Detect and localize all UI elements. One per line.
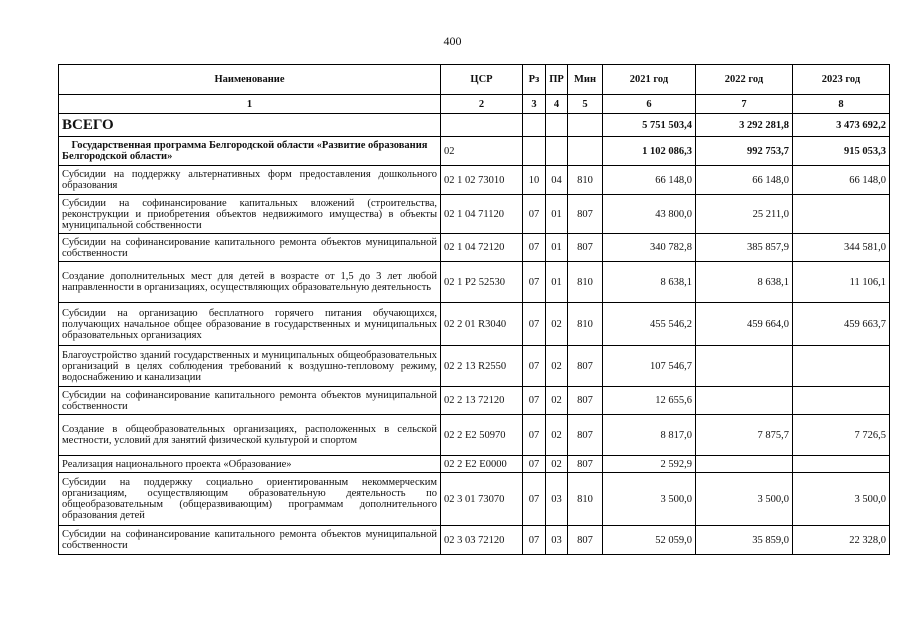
program-row <box>59 137 890 166</box>
row-amount-2021: 12 655,6 <box>603 387 696 415</box>
column-number: 2 <box>441 95 523 114</box>
row-min <box>568 137 603 166</box>
row-csr: 02 3 03 72120 <box>441 526 523 555</box>
row-rz: 07 <box>523 195 546 234</box>
row-amount-2022: 459 664,0 <box>696 303 793 346</box>
table-row <box>59 234 890 262</box>
row-rz: 07 <box>523 387 546 415</box>
row-name: Субсидии на поддержку альтернативных форм предоставления дошкольного образования <box>59 166 441 195</box>
header-rz: Рз <box>523 65 546 95</box>
row-amount-2023: 459 663,7 <box>793 303 890 346</box>
row-amount-2023: 22 328,0 <box>793 526 890 555</box>
column-number: 5 <box>568 95 603 114</box>
row-csr <box>441 114 523 137</box>
table-row <box>59 303 890 346</box>
column-number: 4 <box>546 95 568 114</box>
row-pr: 02 <box>546 303 568 346</box>
row-amount-2021: 52 059,0 <box>603 526 696 555</box>
row-csr: 02 2 E2 50970 <box>441 415 523 456</box>
row-name: ВСЕГО <box>59 114 441 137</box>
row-min: 810 <box>568 166 603 195</box>
row-name: Субсидии на поддержку социально ориентированным некоммерческим организациям, осуществляющим образовательную деятельность по общеобразовательным (общеразвивающим) программам дополнительного образования детей <box>59 473 441 526</box>
header-csr: ЦСР <box>441 65 523 95</box>
total-row <box>59 114 890 137</box>
row-rz: 07 <box>523 262 546 303</box>
row-amount-2022: 66 148,0 <box>696 166 793 195</box>
row-amount-2022: 8 638,1 <box>696 262 793 303</box>
row-pr: 03 <box>546 526 568 555</box>
row-amount-2023 <box>793 387 890 415</box>
column-number: 6 <box>603 95 696 114</box>
row-pr: 02 <box>546 456 568 473</box>
row-rz: 07 <box>523 526 546 555</box>
table-row <box>59 526 890 555</box>
row-pr: 04 <box>546 166 568 195</box>
row-csr: 02 1 P2 52530 <box>441 262 523 303</box>
row-pr: 03 <box>546 473 568 526</box>
row-amount-2021: 340 782,8 <box>603 234 696 262</box>
row-amount-2023: 3 500,0 <box>793 473 890 526</box>
table-row <box>59 456 890 473</box>
header-name: Наименование <box>59 65 441 95</box>
row-amount-2022 <box>696 387 793 415</box>
row-pr: 02 <box>546 415 568 456</box>
row-min: 810 <box>568 473 603 526</box>
row-amount-2022 <box>696 346 793 387</box>
row-amount-2023: 66 148,0 <box>793 166 890 195</box>
row-amount-2021: 5 751 503,4 <box>603 114 696 137</box>
row-amount-2023: 344 581,0 <box>793 234 890 262</box>
row-amount-2021: 8 817,0 <box>603 415 696 456</box>
row-rz: 07 <box>523 346 546 387</box>
row-amount-2023: 3 473 692,2 <box>793 114 890 137</box>
table-row <box>59 473 890 526</box>
row-amount-2023 <box>793 195 890 234</box>
row-rz: 07 <box>523 473 546 526</box>
row-pr <box>546 137 568 166</box>
row-csr: 02 1 04 72120 <box>441 234 523 262</box>
row-min <box>568 114 603 137</box>
row-csr: 02 2 E2 E0000 <box>441 456 523 473</box>
header-row <box>59 65 890 95</box>
row-name: Субсидии на софинансирование капитального ремонта объектов муниципальной собственности <box>59 387 441 415</box>
row-csr: 02 1 04 71120 <box>441 195 523 234</box>
row-amount-2023: 7 726,5 <box>793 415 890 456</box>
table-row <box>59 387 890 415</box>
row-amount-2021: 1 102 086,3 <box>603 137 696 166</box>
row-rz: 07 <box>523 303 546 346</box>
row-rz <box>523 137 546 166</box>
row-name: Реализация национального проекта «Образование» <box>59 456 441 473</box>
row-csr: 02 2 13 R2550 <box>441 346 523 387</box>
row-name: Создание в общеобразовательных организациях, расположенных в сельской местности, условий для занятий физической культурой и спортом <box>59 415 441 456</box>
row-pr <box>546 114 568 137</box>
row-amount-2022: 25 211,0 <box>696 195 793 234</box>
row-amount-2022: 35 859,0 <box>696 526 793 555</box>
row-pr: 01 <box>546 195 568 234</box>
row-csr: 02 1 02 73010 <box>441 166 523 195</box>
row-name: Субсидии на софинансирование капитального ремонта объектов муниципальной собственности <box>59 234 441 262</box>
header-pr: ПР <box>546 65 568 95</box>
table-row <box>59 346 890 387</box>
header-2023: 2023 год <box>793 65 890 95</box>
row-rz <box>523 114 546 137</box>
column-number-row <box>59 95 890 114</box>
row-min: 807 <box>568 456 603 473</box>
page-number: 400 <box>443 34 462 48</box>
row-amount-2021: 455 546,2 <box>603 303 696 346</box>
row-pr: 02 <box>546 346 568 387</box>
row-pr: 01 <box>546 262 568 303</box>
table-row <box>59 415 890 456</box>
row-amount-2023: 11 106,1 <box>793 262 890 303</box>
row-name: Создание дополнительных мест для детей в возрасте от 1,5 до 3 лет любой направленности в организациях, осуществляющих образовательную деятельность <box>59 262 441 303</box>
row-amount-2022: 7 875,7 <box>696 415 793 456</box>
table-row <box>59 195 890 234</box>
row-amount-2022 <box>696 456 793 473</box>
row-rz: 07 <box>523 234 546 262</box>
table-row <box>59 166 890 195</box>
header-min: Мин <box>568 65 603 95</box>
row-min: 807 <box>568 195 603 234</box>
row-pr: 01 <box>546 234 568 262</box>
row-amount-2021: 107 546,7 <box>603 346 696 387</box>
row-amount-2021: 2 592,9 <box>603 456 696 473</box>
row-csr: 02 3 01 73070 <box>441 473 523 526</box>
row-min: 810 <box>568 303 603 346</box>
row-min: 807 <box>568 415 603 456</box>
row-amount-2021: 43 800,0 <box>603 195 696 234</box>
budget-table <box>58 64 890 555</box>
row-min: 807 <box>568 346 603 387</box>
row-name: Субсидии на организацию бесплатного горячего питания обучающихся, получающих начальное общее образование в государственных и муниципальных образовательных организациях <box>59 303 441 346</box>
row-name: Субсидии на софинансирование капитального ремонта объектов муниципальной собственности <box>59 526 441 555</box>
row-min: 810 <box>568 262 603 303</box>
row-min: 807 <box>568 526 603 555</box>
table-row <box>59 262 890 303</box>
row-min: 807 <box>568 387 603 415</box>
header-2021: 2021 год <box>603 65 696 95</box>
row-name: Государственная программа Белгородской области «Развитие образования Белгородской области» <box>59 137 441 166</box>
row-rz: 07 <box>523 456 546 473</box>
column-number: 7 <box>696 95 793 114</box>
row-name: Субсидии на софинансирование капитальных вложений (строительства, реконструкции и приобретения объектов недвижимого имущества) в объекты муниципальной собственности <box>59 195 441 234</box>
row-csr: 02 2 13 72120 <box>441 387 523 415</box>
row-amount-2022: 3 500,0 <box>696 473 793 526</box>
row-name: Благоустройство зданий государственных и муниципальных общеобразовательных организаций в целях соблюдения требований к воздушно-тепловому режиму, водоснабжению и канализации <box>59 346 441 387</box>
row-amount-2023 <box>793 456 890 473</box>
column-number: 1 <box>59 95 441 114</box>
row-amount-2022: 992 753,7 <box>696 137 793 166</box>
row-rz: 10 <box>523 166 546 195</box>
column-number: 8 <box>793 95 890 114</box>
row-amount-2022: 3 292 281,8 <box>696 114 793 137</box>
row-amount-2022: 385 857,9 <box>696 234 793 262</box>
row-amount-2021: 3 500,0 <box>603 473 696 526</box>
row-pr: 02 <box>546 387 568 415</box>
column-number: 3 <box>523 95 546 114</box>
row-amount-2021: 8 638,1 <box>603 262 696 303</box>
row-csr: 02 2 01 R3040 <box>441 303 523 346</box>
row-amount-2023 <box>793 346 890 387</box>
header-2022: 2022 год <box>696 65 793 95</box>
row-amount-2021: 66 148,0 <box>603 166 696 195</box>
row-min: 807 <box>568 234 603 262</box>
row-csr: 02 <box>441 137 523 166</box>
row-amount-2023: 915 053,3 <box>793 137 890 166</box>
row-rz: 07 <box>523 415 546 456</box>
